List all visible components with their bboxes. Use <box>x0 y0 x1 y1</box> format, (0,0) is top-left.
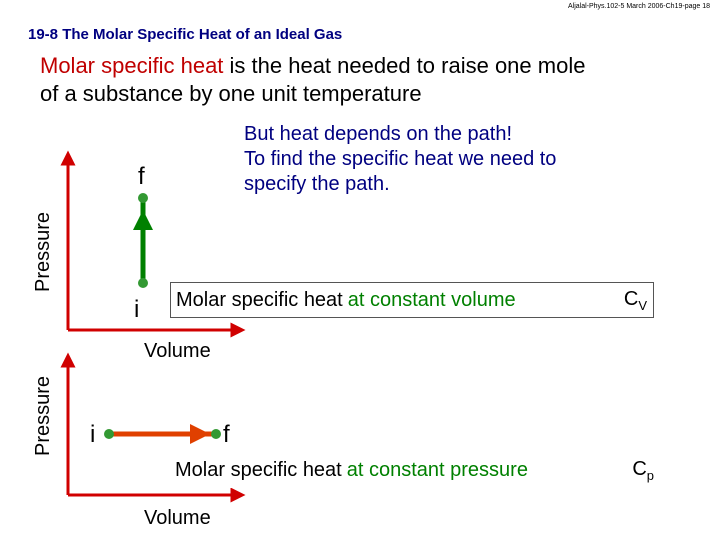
top-initial-label: i <box>134 296 140 323</box>
intro-line2: of a substance by one unit temperature <box>40 81 422 106</box>
cp-symbol-letter: C <box>632 457 647 480</box>
cv-prefix: Molar specific heat <box>176 288 343 311</box>
path-note-line1: But heat depends on the path! <box>244 123 512 145</box>
cp-symbol <box>632 458 660 483</box>
top-final-point <box>138 193 148 203</box>
bottom-final-point <box>211 429 221 439</box>
path-note-line3: specify the path. <box>244 173 390 195</box>
cv-symbol <box>624 288 653 313</box>
cp-subscript: p <box>646 467 654 483</box>
bottom-y-axis-label: Pressure <box>32 375 54 456</box>
constant-volume-caption <box>170 282 654 318</box>
bottom-final-label: f <box>223 421 230 448</box>
cv-highlight: at constant volume <box>347 288 516 311</box>
intro-term: Molar specific heat <box>40 53 224 78</box>
constant-pressure-caption <box>170 452 660 488</box>
cp-prefix: Molar specific heat <box>175 458 342 481</box>
cv-symbol-letter: C <box>623 287 639 310</box>
path-note-line2: To find the specific heat we need to <box>244 148 557 170</box>
bottom-x-axis-label: Volume <box>144 507 211 529</box>
bottom-initial-label: i <box>90 421 96 448</box>
top-x-axis-label: Volume <box>144 340 211 362</box>
cv-subscript: V <box>638 297 647 313</box>
cp-highlight: at constant pressure <box>346 458 528 481</box>
section-title: 19-8 The Molar Specific Heat of an Ideal Gas <box>28 26 343 43</box>
intro-rest-line1: is the heat needed to raise one mole <box>223 53 586 78</box>
top-initial-point <box>138 278 148 288</box>
top-y-axis-label: Pressure <box>32 211 54 292</box>
top-final-label: f <box>138 163 145 190</box>
slide-footer-note: Aljalal-Phys.102-5 March 2006-Ch19-page 18 <box>567 3 710 10</box>
bottom-initial-point <box>104 429 114 439</box>
